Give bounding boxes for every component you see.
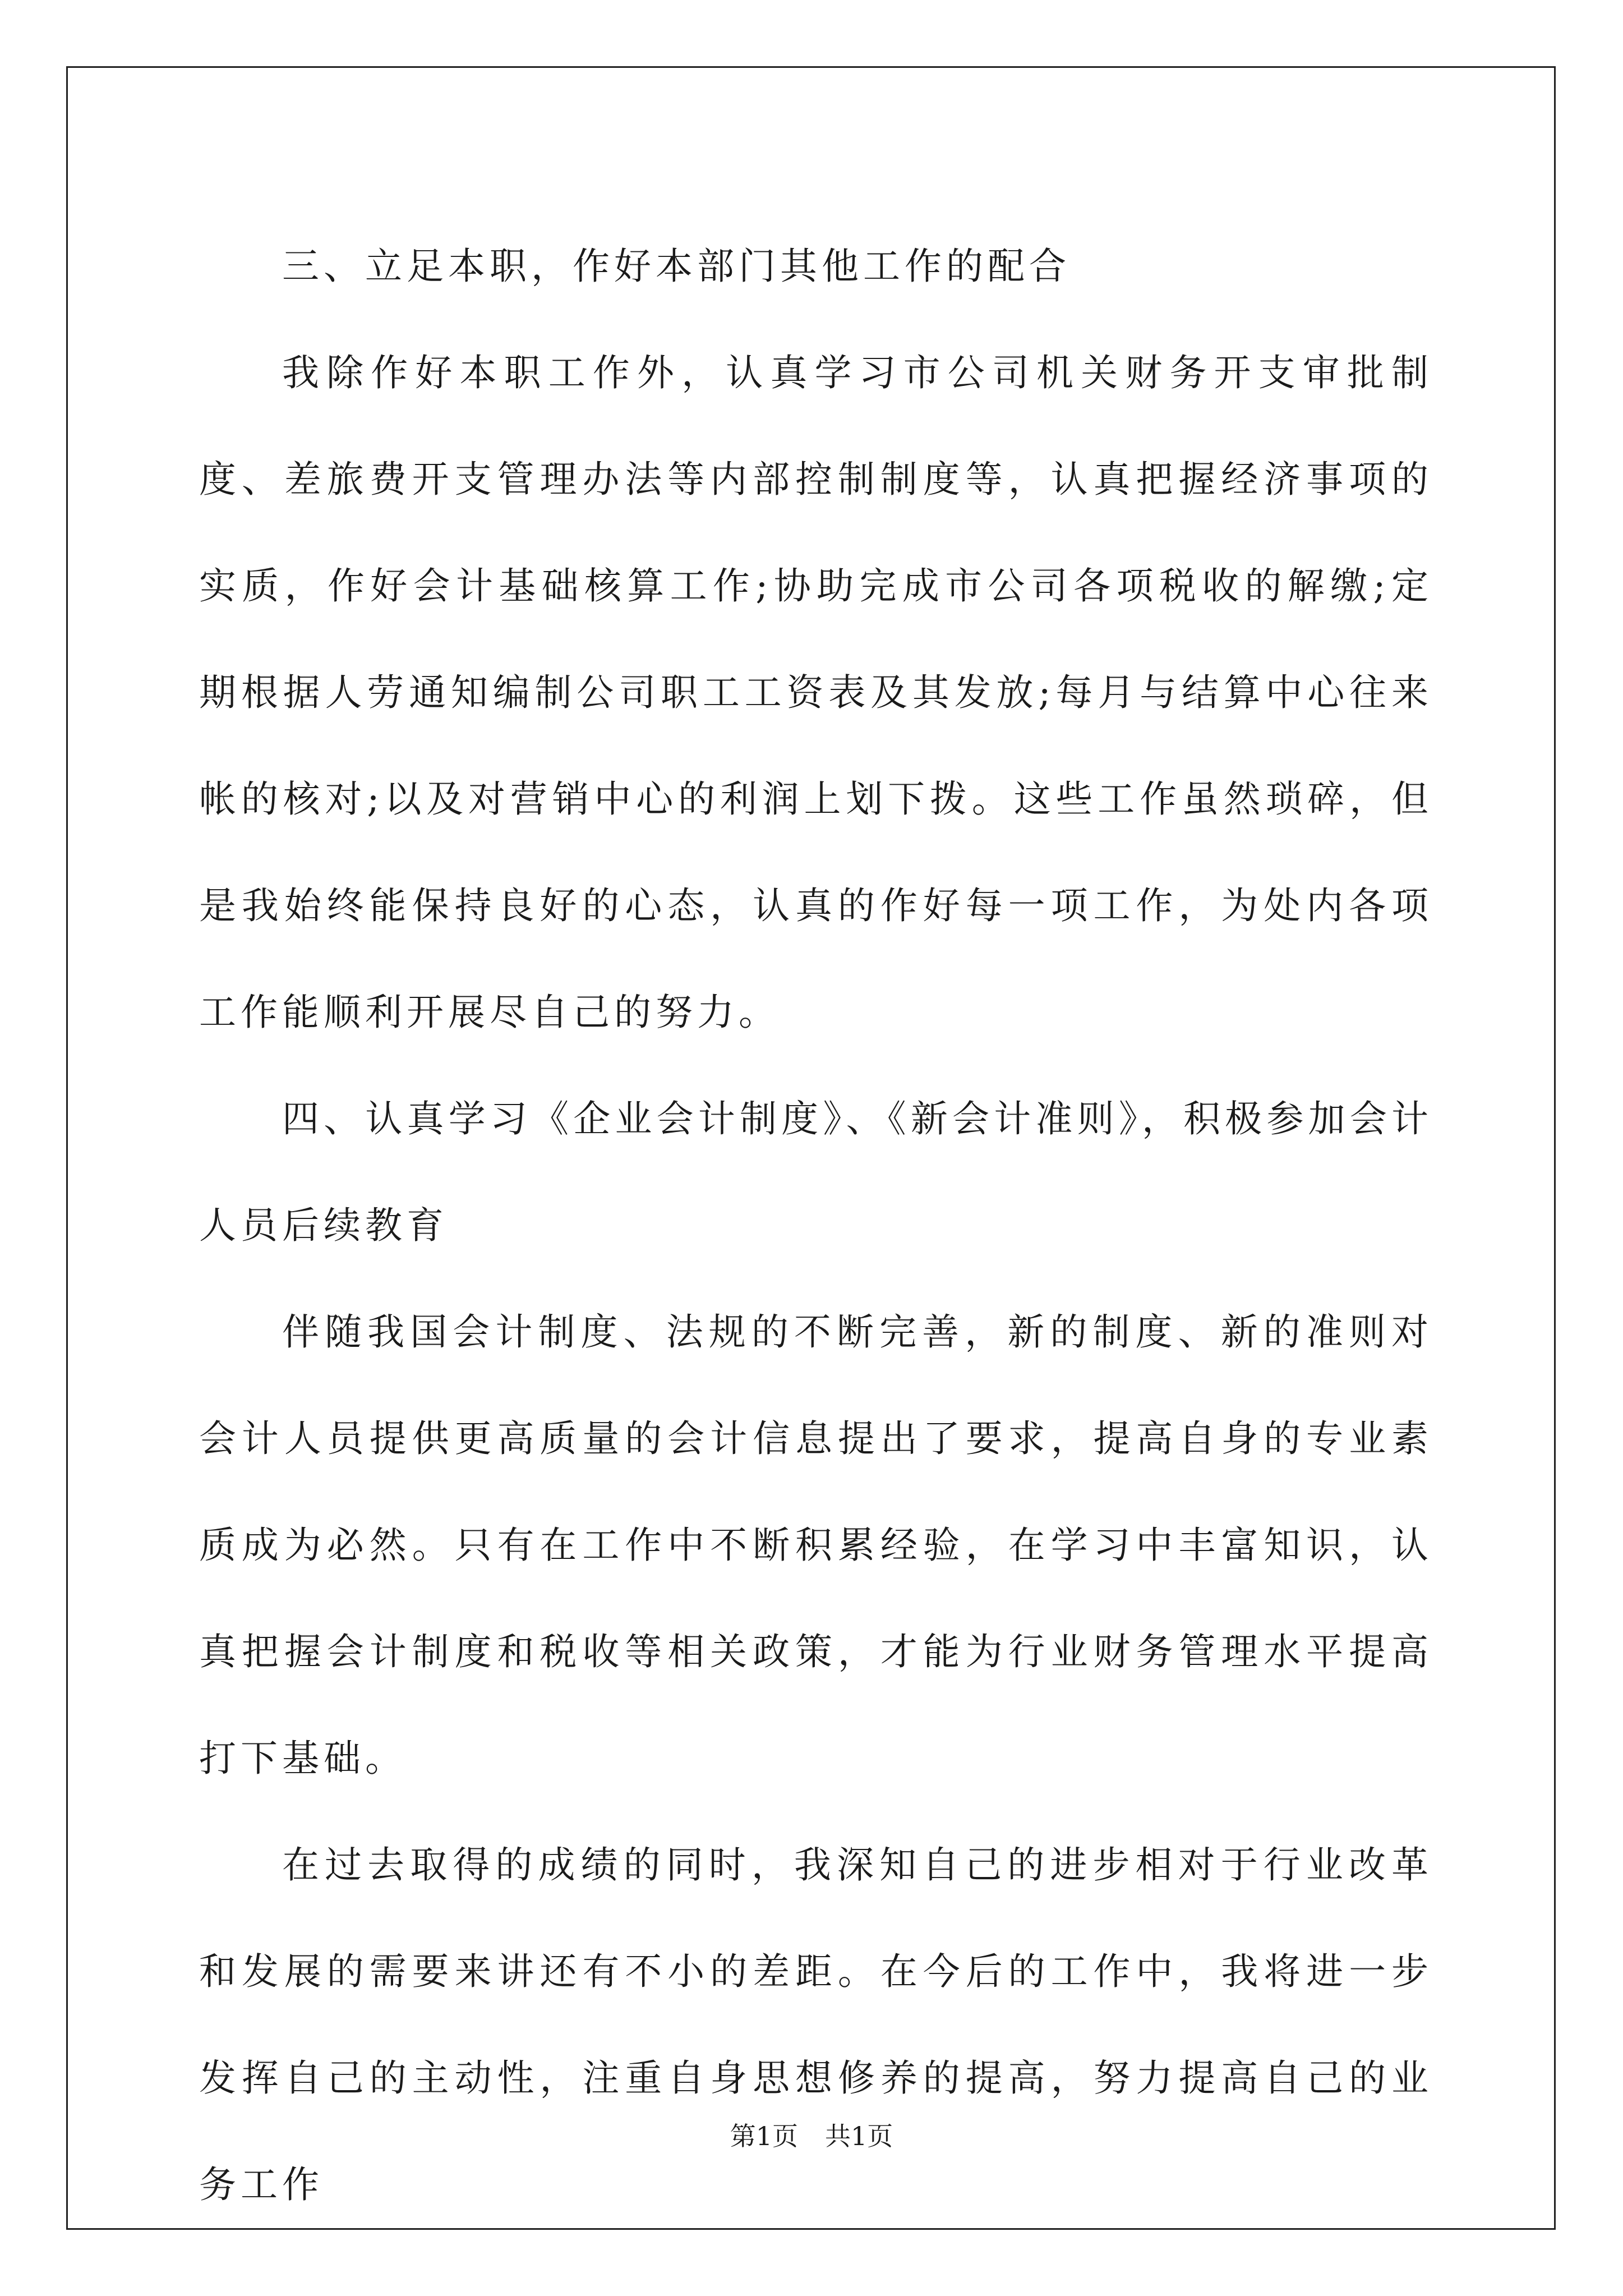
page-total: 共1页 xyxy=(825,2121,893,2151)
body-paragraph: 伴随我国会计制度、法规的不断完善，新的制度、新的准则对会计人员提供更高质量的会计信息提出了要求，提高自身的专业素质成为必然。只有在工作中不断积累经验，在学习中丰富知识，认真把握会计制度和税收等相关政策，才能为行业财务管理水平提高打下基础。 xyxy=(199,1310,1433,1780)
section-heading-4: 四、认真学习《企业会计制度》、《新会计准则》，积极参加会计人员后续教育 xyxy=(199,1097,1433,1247)
body-paragraph: 我除作好本职工作外，认真学习市公司机关财务开支审批制度、差旅费开支管理办法等内部控制制度等，认真把握经济事项的实质，作好会计基础核算工作;协助完成市公司各项税收的解缴;定期根据人劳通知编制公司职工工资表及其发放;每月与结算中心往来帐的核对;以及对营销中心的利润上划下拨。这些工作虽然琐碎，但是我始终能保持良好的心态，认真的作好每一项工作，为处内各项工作能顺利开展尽自己的努力。 xyxy=(199,351,1433,1034)
page-number: 第1页 xyxy=(730,2121,798,2151)
section-heading-3: 三、立足本职，作好本部门其他工作的配合 xyxy=(282,245,1071,288)
document-body xyxy=(199,213,1433,2238)
page-footer xyxy=(0,2116,1623,2153)
body-paragraph: 在过去取得的成绩的同时，我深知自己的进步相对于行业改革和发展的需要来讲还有不小的差距。在今后的工作中，我将进一步发挥自己的主动性，注重自身思想修养的提高，努力提高自己的业务工作 xyxy=(199,1843,1433,2206)
